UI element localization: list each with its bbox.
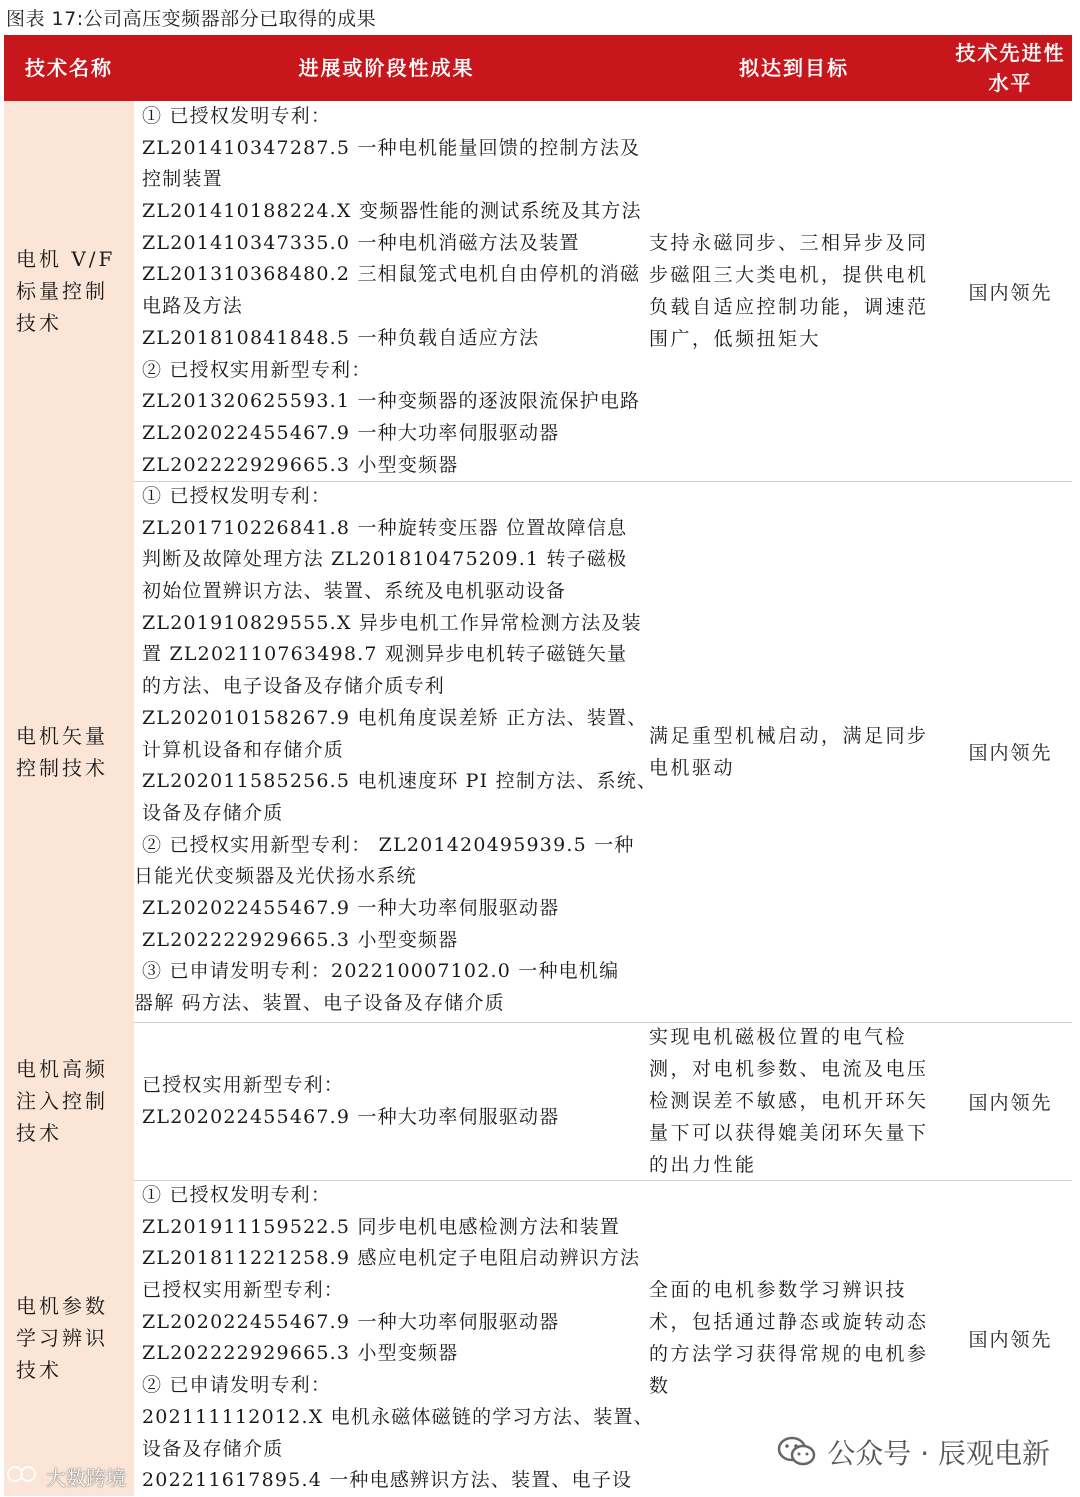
header-progress: 进展或阶段性成果: [298, 56, 475, 80]
progress-cell: ① 已授权发明专利： ZL201410347287.5 一种电机能量回馈的控制方法及 控制装置 ZL201410188224.X 变频器性能的测试系统及其方法 ZL201410347335.0 一种电机消磁方法及装置 ZL201310368480.2 三相鼠笼式电机自由停机的消磁 电路及方法 ZL201810841848.5 一种负载自适应方法 ② 已授权实用新型专利： ZL201320625593.1 一种变频器的逐波限流保护电路 ZL202022455467.9 一种大功率伺服驱动器 ZL202222929665.3 小型变频器: [142, 105, 642, 476]
header-level: [949, 35, 1072, 101]
level-cell: 国内领先: [968, 1328, 1053, 1351]
target-cell: 实现电机磁极位置的电气检测，对电机参数、电流及电压检测误差不敏感，电机开环矢量下可以获得媲美闭环矢量下的出力性能: [649, 1026, 929, 1176]
target-cell: 满足重型机械启动，满足同步电机驱动: [649, 724, 929, 779]
header-tech-name: 技术名称: [25, 56, 113, 80]
level-cell: 国内领先: [968, 742, 1053, 764]
target-cell: 支持永磁同步、三相异步及同步磁阻三大类电机，提供电机负载自适应控制功能，调速范围广，低频扭矩大: [649, 232, 929, 350]
watermark-logo-icon: [6, 1464, 40, 1489]
table-row: [4, 101, 1072, 482]
header-target: 拟达到目标: [739, 56, 849, 80]
table-header: [4, 35, 1072, 101]
watermark-right: 公众号 · 辰观电新: [777, 1432, 1050, 1472]
tech-name-cell: 电机矢量控制技术: [4, 481, 134, 1022]
progress-cell: ① 已授权发明专利： ZL201710226841.8 一种旋转变压器 位置故障信息 判断及故障处理方法 ZL201810475209.1 转子磁极 初始位置辨识方法、装置、系统及电机驱动设备 ZL201910829555.X 异步电机工作异常检测方法及装 置 ZL202110763498.7 观测异步电机转子磁链矢量 的方法、电子设备及存储介质专利 ZL202010158267.9 电机角度误差矫 正方法、装置、 计算机设备和存储介质 ZL202011585256.5 电机速度环 PI 控制方法、系统、 设备及存储介质 ② 已授权实用新型专利： ZL201420495939.5 一种 日能光伏变频器及光伏扬水系统 ZL202022455467.9 一种大功率伺服驱动器 ZL202222929665.3 小型变频器 ③ 已申请发明专利：202210007102.0 一种电机编 器解 码方法、装置、电子设备及存储介质: [134, 485, 658, 1014]
target-cell: 全面的电机参数学习辨识技术，包括通过静态或旋转动态的方法学习获得常规的电机参数: [649, 1279, 929, 1397]
table-row: [4, 481, 1072, 1023]
progress-cell: ① 已授权发明专利： ZL201911159522.5 同步电机电感检测方法和装置 ZL201811221258.9 感应电机定子电阻启动辨识方法 已授权实用新型专利： ZL202022455467.9 一种大功率伺服驱动器 ZL202222929665.3 小型变频器 ② 已申请发明专利： 202111112012.X 电机永磁体磁链的学习方法、装置、 设备及存储介质 202211617895.4 一种电感辨识方法、装置、电子设: [142, 1184, 654, 1492]
header-level-line2: 水平: [988, 71, 1033, 95]
level-cell: 国内领先: [968, 1091, 1053, 1114]
table-row: [4, 1022, 1072, 1181]
tech-name-cell: 电机参数学习辨识技术: [4, 1180, 134, 1496]
tech-name-cell: 电机高频注入控制技术: [4, 1022, 134, 1180]
progress-cell: 已授权实用新型专利： ZL202022455467.9 一种大功率伺服驱动器: [142, 1074, 560, 1128]
level-cell: 国内领先: [968, 281, 1053, 304]
watermark-left: 大数跨境: [6, 1462, 126, 1491]
header-level-line1: 技术先进性: [955, 41, 1066, 65]
tech-name-cell: 电机 V/F 标量控制技术: [4, 101, 134, 481]
wechat-icon: [777, 1435, 817, 1469]
figure-caption: 图表 17:公司高压变频器部分已取得的成果: [6, 8, 377, 30]
